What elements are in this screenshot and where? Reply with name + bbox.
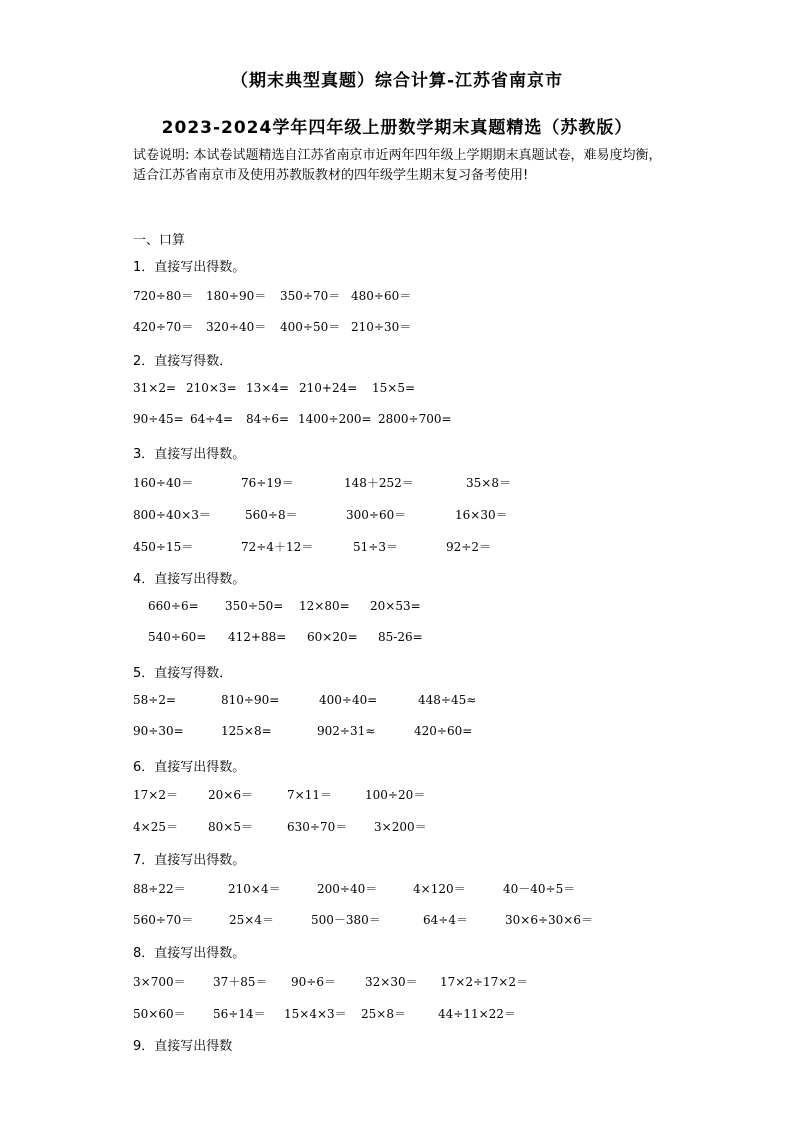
question-heading: 6．直接写出得数。 bbox=[133, 760, 246, 775]
math-problem: 800÷40×3＝ bbox=[133, 508, 211, 522]
problem-row bbox=[0, 381, 794, 399]
math-problem: 2800÷700= bbox=[378, 412, 452, 426]
problem-row bbox=[0, 818, 794, 836]
question-heading: 5．直接写得数． bbox=[133, 666, 233, 681]
math-problem: 200÷40＝ bbox=[317, 882, 378, 896]
problem-row bbox=[0, 786, 794, 804]
problem-row bbox=[0, 911, 794, 929]
exam-description: 试卷说明: 本试卷试题精选自江苏省南京市近两年四年级上学期期末真题试卷，难易度均衡，适合江苏省南京市及使用苏教版教材的四年级学生期末复习备考使用! bbox=[133, 148, 662, 183]
math-problem: 480÷60＝ bbox=[351, 289, 412, 303]
problem-row bbox=[0, 630, 794, 648]
math-problem: 300÷60＝ bbox=[346, 508, 407, 522]
math-problem: 17×2＝ bbox=[133, 788, 178, 802]
math-problem: 64÷4= bbox=[190, 412, 234, 426]
math-problem: 20×53= bbox=[370, 599, 421, 613]
math-problem: 448÷45≈ bbox=[418, 693, 477, 707]
math-problem: 12×80= bbox=[299, 599, 350, 613]
math-problem: 31×2= bbox=[133, 381, 177, 395]
math-problem: 902÷31≈ bbox=[317, 724, 376, 738]
math-problem: 560÷8＝ bbox=[245, 508, 298, 522]
problem-row bbox=[0, 599, 794, 617]
math-problem: 450÷15＝ bbox=[133, 540, 194, 554]
math-problem: 500－380＝ bbox=[311, 913, 381, 927]
math-problem: 85-26= bbox=[378, 630, 423, 644]
math-problem: 35×8＝ bbox=[466, 476, 511, 490]
math-problem: 30×6÷30×6＝ bbox=[505, 913, 593, 927]
math-problem: 15×4×3＝ bbox=[284, 1007, 347, 1021]
math-problem: 400÷40= bbox=[319, 693, 378, 707]
problem-row bbox=[0, 880, 794, 898]
math-problem: 92÷2＝ bbox=[446, 540, 491, 554]
math-problem: 50×60＝ bbox=[133, 1007, 186, 1021]
math-problem: 1400÷200= bbox=[298, 412, 372, 426]
math-problem: 7×11＝ bbox=[287, 788, 332, 802]
math-problem: 88÷22＝ bbox=[133, 882, 186, 896]
problem-row bbox=[0, 474, 794, 492]
math-problem: 32×30＝ bbox=[365, 975, 418, 989]
math-problem: 3×700＝ bbox=[133, 975, 186, 989]
math-problem: 51÷3＝ bbox=[353, 540, 398, 554]
math-problem: 72÷4＋12＝ bbox=[241, 540, 314, 554]
title-line-2: 2023-2024学年四年级上册数学期末真题精选（苏教版） bbox=[161, 118, 633, 138]
math-problem: 64÷4＝ bbox=[423, 913, 468, 927]
problem-row bbox=[0, 693, 794, 711]
problem-row bbox=[0, 538, 794, 556]
math-problem: 56÷14＝ bbox=[213, 1007, 266, 1021]
math-problem: 40－40÷5＝ bbox=[503, 882, 576, 896]
math-problem: 15×5= bbox=[372, 381, 416, 395]
math-problem: 90÷6＝ bbox=[291, 975, 336, 989]
math-problem: 350÷50= bbox=[225, 599, 284, 613]
math-problem: 160÷40＝ bbox=[133, 476, 194, 490]
math-problem: 37＋85＝ bbox=[213, 975, 268, 989]
math-problem: 350÷70＝ bbox=[280, 289, 341, 303]
math-problem: 148＋252＝ bbox=[344, 476, 414, 490]
problem-row bbox=[0, 412, 794, 430]
question-heading: 2．直接写得数． bbox=[133, 354, 233, 369]
question-heading: 3．直接写出得数。 bbox=[133, 447, 246, 462]
math-problem: 76÷19＝ bbox=[241, 476, 294, 490]
question-heading: 4．直接写出得数。 bbox=[133, 572, 246, 587]
math-problem: 58÷2= bbox=[133, 693, 177, 707]
math-problem: 25×8＝ bbox=[361, 1007, 406, 1021]
math-problem: 25×4＝ bbox=[229, 913, 274, 927]
title-line-1: （期末典型真题）综合计算-江苏省南京市 bbox=[230, 71, 564, 91]
problem-row bbox=[0, 287, 794, 305]
problem-row bbox=[0, 506, 794, 524]
math-problem: 90÷30= bbox=[133, 724, 184, 738]
math-problem: 810÷90= bbox=[221, 693, 280, 707]
math-problem: 560÷70＝ bbox=[133, 913, 194, 927]
math-problem: 90÷45= bbox=[133, 412, 184, 426]
math-problem: 125×8= bbox=[221, 724, 272, 738]
question-heading: 9．直接写出得数 bbox=[133, 1039, 233, 1054]
math-problem: 210+24= bbox=[299, 381, 358, 395]
math-problem: 412+88= bbox=[228, 630, 287, 644]
math-problem: 320÷40＝ bbox=[206, 320, 267, 334]
math-problem: 100÷20＝ bbox=[365, 788, 426, 802]
math-problem: 210×3= bbox=[186, 381, 237, 395]
problem-row bbox=[0, 724, 794, 742]
question-heading: 1．直接写出得数。 bbox=[133, 260, 246, 275]
math-problem: 420÷70＝ bbox=[133, 320, 194, 334]
problem-row bbox=[0, 973, 794, 991]
math-problem: 17×2÷17×2＝ bbox=[440, 975, 528, 989]
math-problem: 4×25＝ bbox=[133, 820, 178, 834]
math-problem: 80×5＝ bbox=[208, 820, 253, 834]
math-problem: 20×6＝ bbox=[208, 788, 253, 802]
math-problem: 84÷6= bbox=[246, 412, 290, 426]
math-problem: 420÷60= bbox=[414, 724, 473, 738]
math-problem: 13×4= bbox=[246, 381, 290, 395]
section-title: 一、口算 bbox=[133, 233, 186, 248]
math-problem: 630÷70＝ bbox=[287, 820, 348, 834]
question-heading: 8．直接写出得数。 bbox=[133, 946, 246, 961]
math-problem: 44÷11×22＝ bbox=[438, 1007, 516, 1021]
math-problem: 210÷30＝ bbox=[351, 320, 412, 334]
problem-row bbox=[0, 1005, 794, 1023]
math-problem: 180÷90＝ bbox=[206, 289, 267, 303]
problem-row bbox=[0, 318, 794, 336]
math-problem: 540÷60= bbox=[148, 630, 207, 644]
math-problem: 400÷50＝ bbox=[280, 320, 341, 334]
question-heading: 7．直接写出得数。 bbox=[133, 853, 246, 868]
math-problem: 3×200＝ bbox=[374, 820, 427, 834]
math-problem: 210×4＝ bbox=[228, 882, 281, 896]
math-problem: 60×20= bbox=[307, 630, 358, 644]
math-problem: 4×120＝ bbox=[413, 882, 466, 896]
math-problem: 16×30＝ bbox=[455, 508, 508, 522]
math-problem: 720÷80＝ bbox=[133, 289, 194, 303]
math-problem: 660÷6= bbox=[148, 599, 199, 613]
